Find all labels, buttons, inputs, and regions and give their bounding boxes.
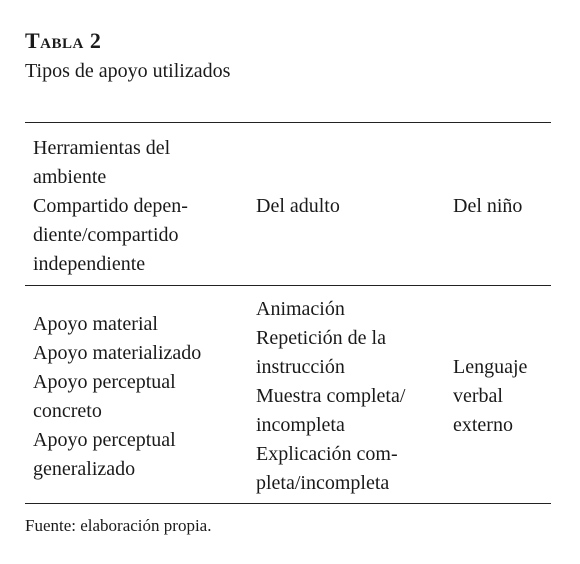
- body-cell-child: Lenguaje verbal externo: [453, 356, 528, 436]
- header-rule: [25, 285, 551, 286]
- header-cell-child: Del niño: [453, 195, 523, 217]
- header-cell-environment-tools: Herramientas del ambiente Compartido depen- diente/compartido independiente: [33, 137, 188, 275]
- body-cell-environment-tools: Apoyo material Apoyo materializado Apoyo perceptual concreto Apoyo perceptual generalizado: [33, 313, 202, 480]
- table-title: Tabla 2: [25, 28, 102, 53]
- bottom-rule: [25, 503, 551, 504]
- top-rule: [25, 122, 551, 123]
- table-subtitle: Tipos de apoyo utilizados: [25, 60, 231, 82]
- table-source-note: Fuente: elaboración propia.: [25, 516, 212, 535]
- header-cell-adult: Del adulto: [256, 195, 340, 217]
- body-cell-adult: Animación Repetición de la instrucción Muestra completa/ incompleta Explicación com- pleta/incompleta: [256, 298, 406, 494]
